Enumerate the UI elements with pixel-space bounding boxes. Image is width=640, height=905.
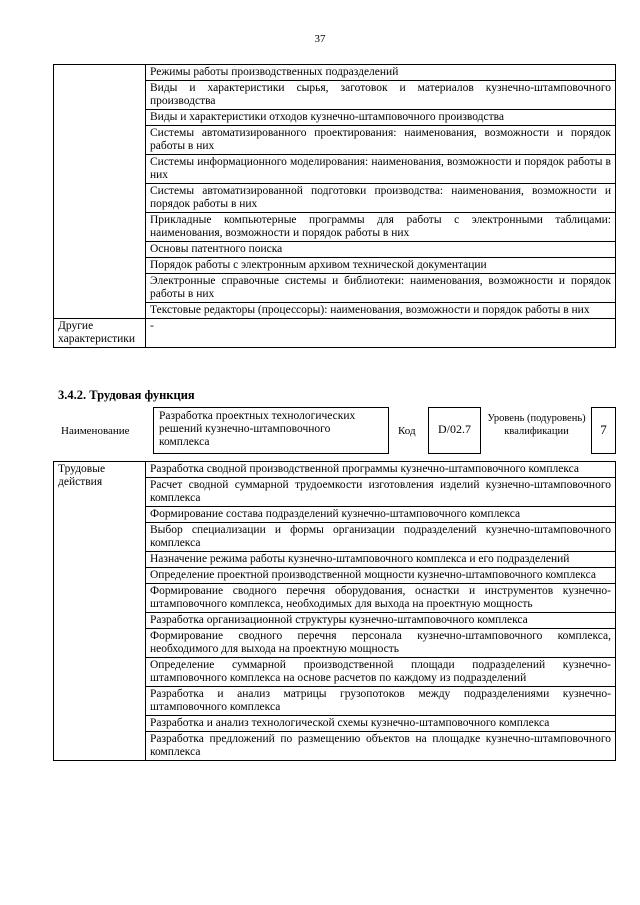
knowledge-item: Текстовые редакторы (процессоры): наименования, возможности и порядок работы в них bbox=[146, 303, 616, 319]
function-name-box: Разработка проектных технологических решений кузнечно-штамповочного комплекса bbox=[153, 407, 389, 454]
function-header bbox=[53, 405, 616, 455]
knowledge-item: Виды и характеристики сырья, заготовок и материалов кузнечно-штамповочного производства bbox=[146, 81, 616, 110]
knowledge-item: Режимы работы производственных подразделений bbox=[146, 65, 616, 81]
labor-action: Разработка сводной производственной программы кузнечно-штамповочного комплекса bbox=[146, 462, 616, 478]
level-box: 7 bbox=[591, 407, 616, 454]
labor-action: Разработка и анализ матрицы грузопотоков между подразделениями кузнечно-штамповочного комплекса bbox=[146, 687, 616, 716]
labor-action: Разработка организационной структуры кузнечно-штамповочного комплекса bbox=[146, 613, 616, 629]
knowledge-item: Прикладные компьютерные программы для работы с электронными таблицами: наименования, возможности и порядок работы в них bbox=[146, 213, 616, 242]
labor-actions-label: Трудовые действия bbox=[54, 462, 146, 761]
knowledge-item: Системы информационного моделирования: наименования, возможности и порядок работы в них bbox=[146, 155, 616, 184]
knowledge-item: Порядок работы с электронным архивом технической документации bbox=[146, 258, 616, 274]
labor-action: Определение суммарной производственной площади подразделений кузнечно-штамповочного комплекса на основе расчетов по каждому из подразделений bbox=[146, 658, 616, 687]
labor-action: Разработка и анализ технологической схемы кузнечно-штамповочного комплекса bbox=[146, 716, 616, 732]
table-row bbox=[54, 65, 616, 81]
page-number: 37 bbox=[314, 33, 326, 45]
knowledge-item: Электронные справочные системы и библиотеки: наименования, возможности и порядок работы в них bbox=[146, 274, 616, 303]
knowledge-table bbox=[53, 64, 616, 348]
function-code-box: D/02.7 bbox=[428, 407, 481, 454]
labor-actions-table bbox=[53, 461, 616, 761]
knowledge-item: Системы автоматизированного проектирования: наименования, возможности и порядок работы в них bbox=[146, 126, 616, 155]
labor-action: Формирование сводного перечня персонала кузнечно-штамповочного комплекса, необходимого для выхода на проектную мощность bbox=[146, 629, 616, 658]
knowledge-item: Виды и характеристики отходов кузнечно-штамповочного производства bbox=[146, 110, 616, 126]
labor-action: Определение проектной производственной мощности кузнечно-штамповочного комплекса bbox=[146, 568, 616, 584]
labor-action: Формирование сводного перечня оборудования, оснастки и инструментов кузнечно-штамповочного комплекса, необходимых для выхода на проектную мощность bbox=[146, 584, 616, 613]
knowledge-item: Системы автоматизированной подготовки производства: наименования, возможности и порядок работы в них bbox=[146, 184, 616, 213]
labor-action: Разработка предложений по размещению объектов на площадке кузнечно-штамповочного комплекса bbox=[146, 732, 616, 761]
other-characteristics-value: - bbox=[146, 319, 616, 348]
section-title: 3.4.2. Трудовая функция bbox=[58, 388, 195, 402]
table-row bbox=[54, 462, 616, 478]
labor-action: Назначение режима работы кузнечно-штамповочного комплекса и его подразделений bbox=[146, 552, 616, 568]
code-label: Код bbox=[398, 425, 416, 437]
level-label: Уровень (подуровень) квалификации bbox=[487, 413, 586, 437]
name-label: Наименование bbox=[61, 425, 130, 437]
labor-action: Формирование состава подразделений кузнечно-штамповочного комплекса bbox=[146, 507, 616, 523]
labor-action: Выбор специализации и формы организации подразделений кузнечно-штамповочного комплекса bbox=[146, 523, 616, 552]
other-characteristics-label: Другие характеристики bbox=[54, 319, 146, 348]
labor-action: Расчет сводной суммарной трудоемкости изготовления изделий кузнечно-штамповочного комплекса bbox=[146, 478, 616, 507]
knowledge-item: Основы патентного поиска bbox=[146, 242, 616, 258]
knowledge-label-cell bbox=[54, 65, 146, 319]
table-row bbox=[54, 319, 616, 348]
